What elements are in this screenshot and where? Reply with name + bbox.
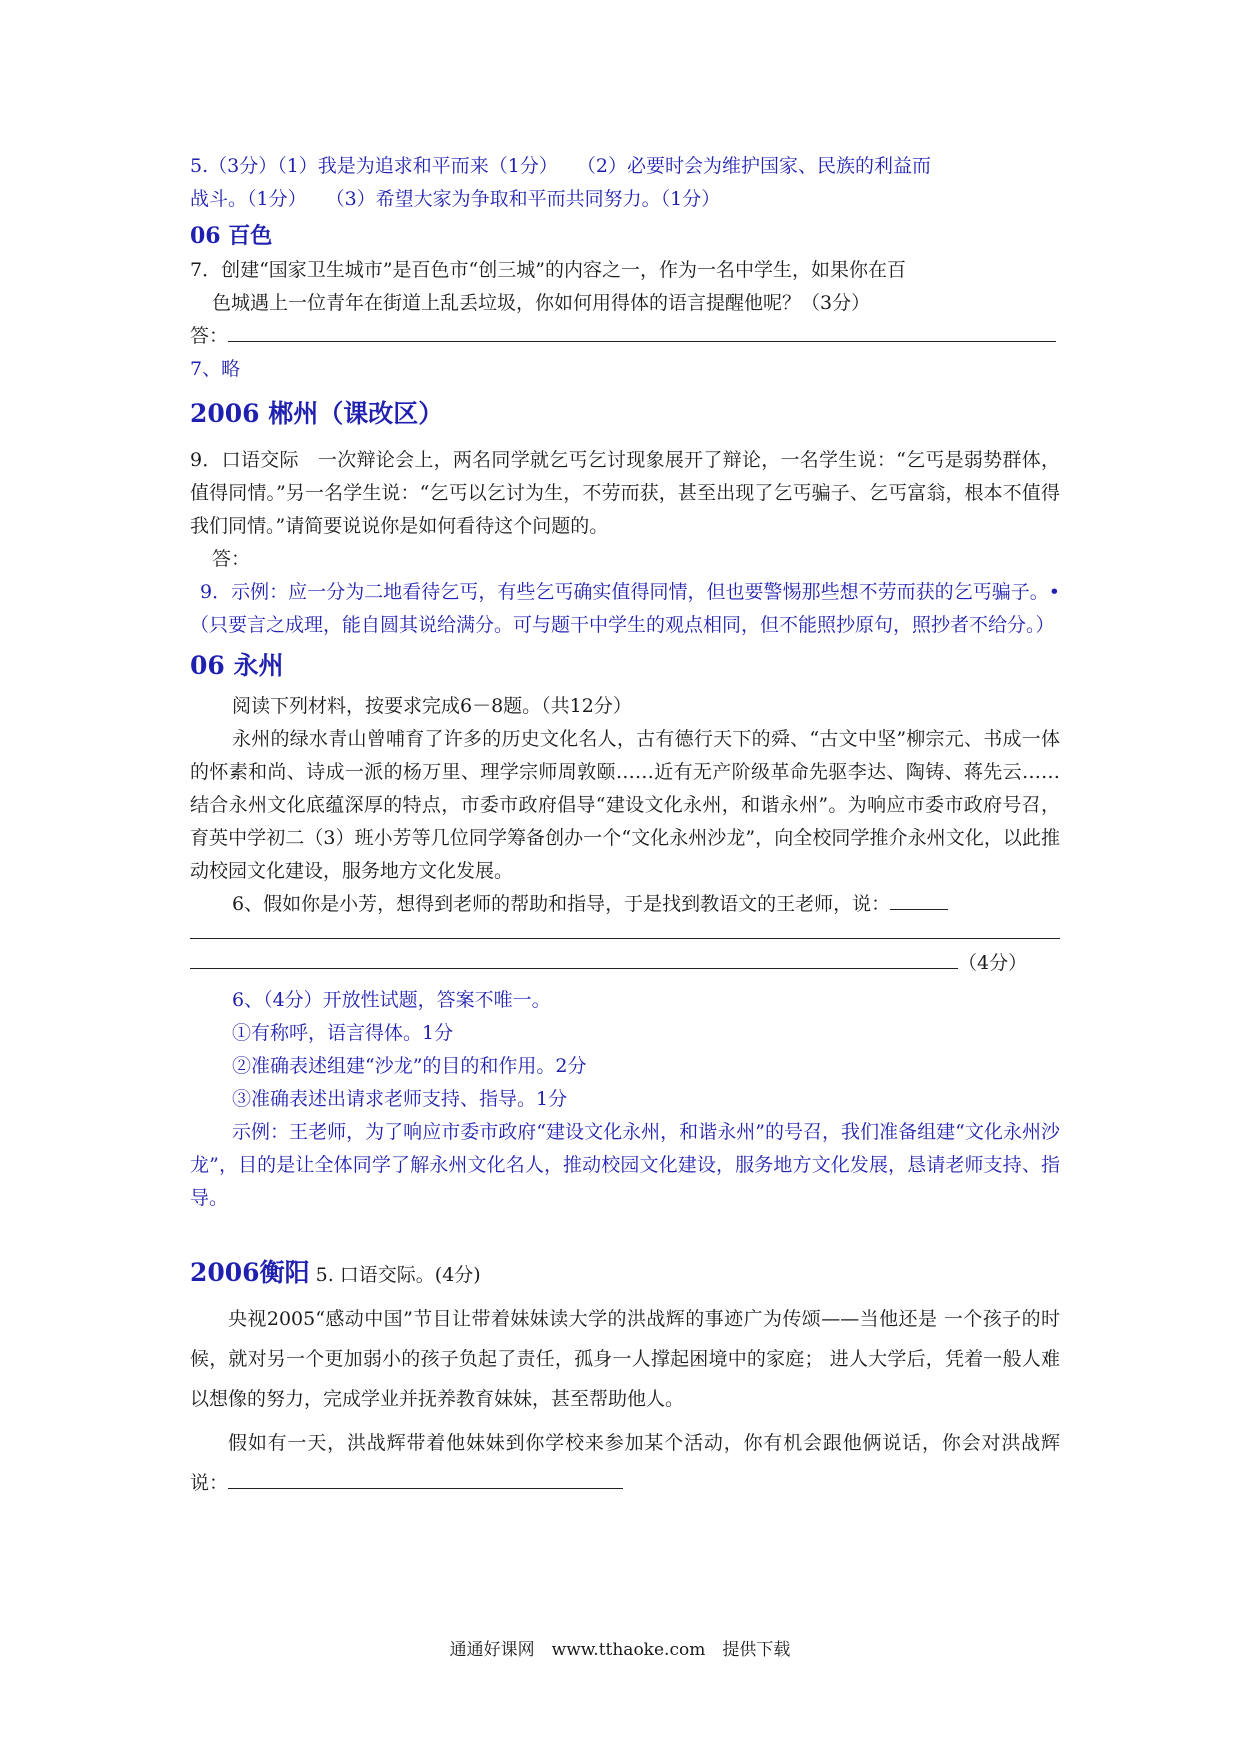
hengyang-question-line [190, 1423, 1060, 1503]
hengyang-heading-line [190, 1253, 1060, 1295]
question-6 [190, 888, 1060, 921]
section-heading-baise: 06 百色 [190, 223, 273, 249]
question-7-line-1: 7．创建“国家卫生城市”是百色市“创三城”的内容之一，作为一名中学生，如果你在百 [190, 259, 906, 281]
answer-6-point-2: ②准确表述组建“沙龙”的目的和作用。2分 [232, 1055, 587, 1077]
answer-9: 9．示例：应一分为二地看待乞丐，有些乞丐确实值得同情，但也要警惕那些想不劳而获的乞丐骗子。•（只要言之成理，能自圆其说给满分。可与题干中学生的观点相同，但不能照抄原句，照抄者不给分。） [190, 581, 1060, 636]
question-6-text: 6、假如你是小芳，想得到老师的帮助和指导，于是找到教语文的王老师，说： [232, 893, 891, 915]
hengyang-question: 假如有一天，洪战辉带着他妹妹到你学校来参加某个活动，你有机会跟他俩说话，你会对洪战辉说： [190, 1432, 1060, 1494]
answer-label: 答： [190, 325, 229, 347]
answer-blank-6a[interactable] [890, 908, 948, 910]
answer-label-9: 答： [212, 548, 251, 570]
reading-material: 永州的绿水青山曾哺育了许多的历史文化名人，古有德行天下的舜、“古文中坚”柳宗元、书成一体的怀素和尚、诗成一派的杨万里、理学宗师周敦颐……近有无产阶级革命先驱李达、陶铸、蒋先云……结合永州文化底蕴深厚的特点，市委市政府倡导“建设文化永州，和谐永州”。为响应市委市政府号召，育英中学初二（3）班小芳等几位同学筹备创办一个“文化永州沙龙”，向全校同学推介永州文化，以此推动校园文化建设，服务地方文化发展。 [190, 728, 1060, 882]
question-9: 9．口语交际 一次辩论会上，两名同学就乞丐乞讨现象展开了辩论，一名学生说：“乞丐是弱势群体，值得同情。”另一名学生说：“乞丐以乞讨为生，不劳而获，甚至出现了乞丐骗子、乞丐富翁，根本不值得我们同情。”请简要说说你是如何看待这个问题的。 [190, 449, 1060, 537]
section-heading-hengyang: 2006衡阳 [190, 1258, 310, 1287]
hengyang-material: 央视2005“感动中国”节目让带着妹妹读大学的洪战辉的事迹广为传颂——当他还是 一个孩子的时候，就对另一个更加弱小的孩子负起了责任，孤身一人撑起困境中的家庭； 进人大学后，凭着一般人难以想像的努力，完成学业并抚养教育妹妹，甚至帮助他人。 [190, 1308, 1060, 1410]
footer-credit: 通通好课网 www.tthaoke.com 提供下载 [449, 1640, 791, 1660]
question-7-line-2: 色城遇上一位青年在街道上乱丢垃圾，你如何用得体的语言提醒他呢？（3分） [212, 292, 871, 314]
answer-6-point-3: ③准确表述出请求老师支持、指导。1分 [232, 1088, 568, 1110]
answer-5-line-1: 5.（3分）（1）我是为追求和平而来（1分） （2）必要时会为维护国家、民族的利益而 [190, 155, 931, 177]
document-page [190, 150, 1060, 1503]
answer-line-7 [190, 320, 1060, 353]
answer-blank-hengyang[interactable] [228, 1487, 623, 1489]
answer-blank[interactable] [228, 340, 1056, 342]
answer-6-title: 6、（4分）开放性试题，答案不唯一。 [232, 989, 551, 1011]
answer-blank-6c-line [190, 947, 1060, 980]
answer-6-point-1: ①有称呼，语言得体。1分 [232, 1022, 454, 1044]
answer-6-example: 示例：王老师，为了响应市委市政府“建设文化永州，和谐永州”的号召，我们准备组建“文化永州沙龙”，目的是让全体同学了解永州文化名人，推动校园文化建设，服务地方文化发展，恳请老师支持、指导。 [190, 1121, 1060, 1209]
answer-7: 7、略 [190, 358, 241, 380]
answer-blank-6c[interactable] [190, 967, 958, 969]
reading-intro: 阅读下列材料，按要求完成6－8题。（共12分） [232, 695, 632, 717]
section-heading-chenzhou: 2006 郴州（课改区） [190, 399, 444, 428]
answer-blank-6b[interactable] [190, 937, 1060, 939]
section-heading-yongzhou: 06 永州 [190, 651, 284, 680]
question-5-title: 5. 口语交际。(4分) [315, 1264, 481, 1286]
question-6-score: （4分） [958, 952, 1028, 974]
answer-5-line-2: 战斗。（1分） （3）希望大家为争取和平而共同努力。（1分） [190, 188, 721, 210]
